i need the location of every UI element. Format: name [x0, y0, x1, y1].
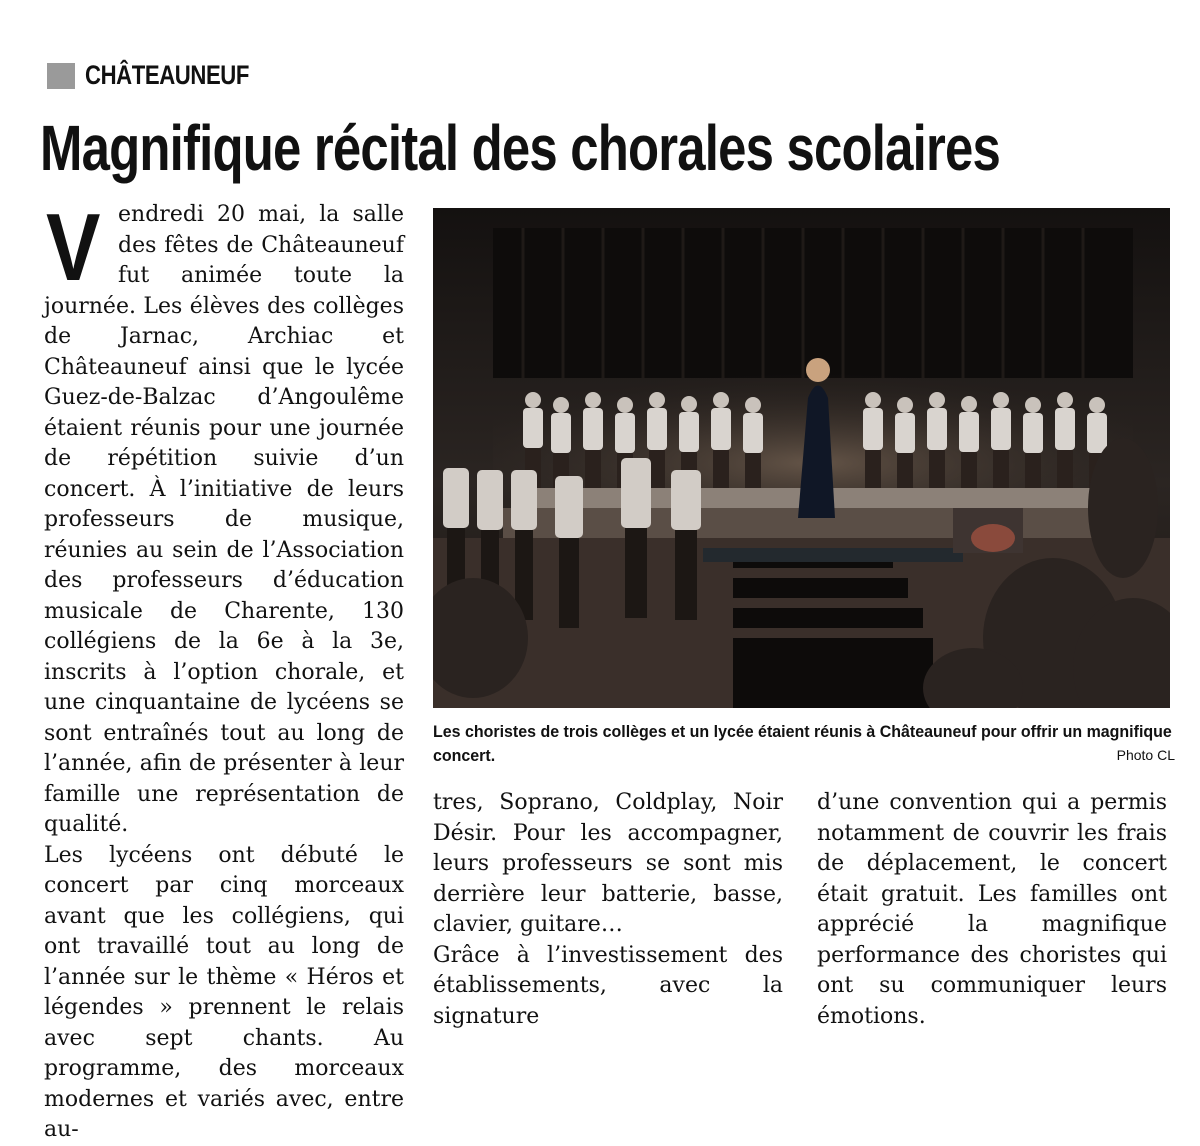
- concert-illustration: [433, 208, 1170, 708]
- lead-text: endredi 20 mai, la salle des fêtes de Châteauneuf fut animée toute la journée. Les élèves des collèges de Jarnac, Archiac et Châteauneuf ainsi que le lycée Guez-de-Balzac d’Angoulême étaient réunis pour une journée de répétition suivie d’un concert. À l’initiative de leurs professeurs de musique, réunies au sein de l’Association des professeurs d’éducation musicale de Charente, 130 collégiens de la 6e à la 3e, inscrits à l’option chorale, et une cinquantaine de lycéens se sont entraînés tout au long de l’année, afin de présenter à leur famille une représentation de qualité.: [44, 202, 404, 837]
- headline: Magnifique récital des chorales scolaires: [40, 112, 1000, 184]
- col2-paragraph-1: tres, Soprano, Coldplay, Noir Désir. Pour les accompagner, leurs professeurs se sont mis derrière leur batterie, basse, clavier, guitare…: [433, 790, 783, 937]
- caption-text: Les choristes de trois collèges et un lycée étaient réunis à Châteauneuf pour offrir un magnifique concert.: [433, 722, 1172, 765]
- article-column-1: [44, 194, 404, 1146]
- kicker-square: [47, 63, 75, 89]
- photo-credit: Photo CL: [1116, 747, 1175, 763]
- col3-paragraph-1: d’une convention qui a permis notamment de couvrir les frais de déplacement, le concert était gratuit. Les familles ont apprécié la magnifique performance des choristes qui ont su communiquer leurs émotions.: [817, 790, 1167, 1029]
- section-kicker: [47, 60, 285, 91]
- col2-paragraph-2: Grâce à l’investissement des établissements, avec la signature: [433, 942, 783, 1029]
- paragraph-2: Les lycéens ont débuté le concert par cinq morceaux avant que les collégiens, qui ont travaillé tout au long de l’année sur le thème « Héros et légendes » prennent le relais avec sept chants. Au programme, des morceaux modernes et variés avec, entre au-: [44, 842, 404, 1142]
- dropcap: V: [46, 194, 101, 301]
- lead-paragraph: [44, 194, 404, 841]
- photo-caption: [433, 720, 1170, 768]
- kicker-text: CHÂTEAUNEUF: [85, 60, 249, 90]
- article-column-3: [817, 788, 1167, 1032]
- concert-photo: [433, 208, 1170, 708]
- article-column-2: [433, 788, 783, 1032]
